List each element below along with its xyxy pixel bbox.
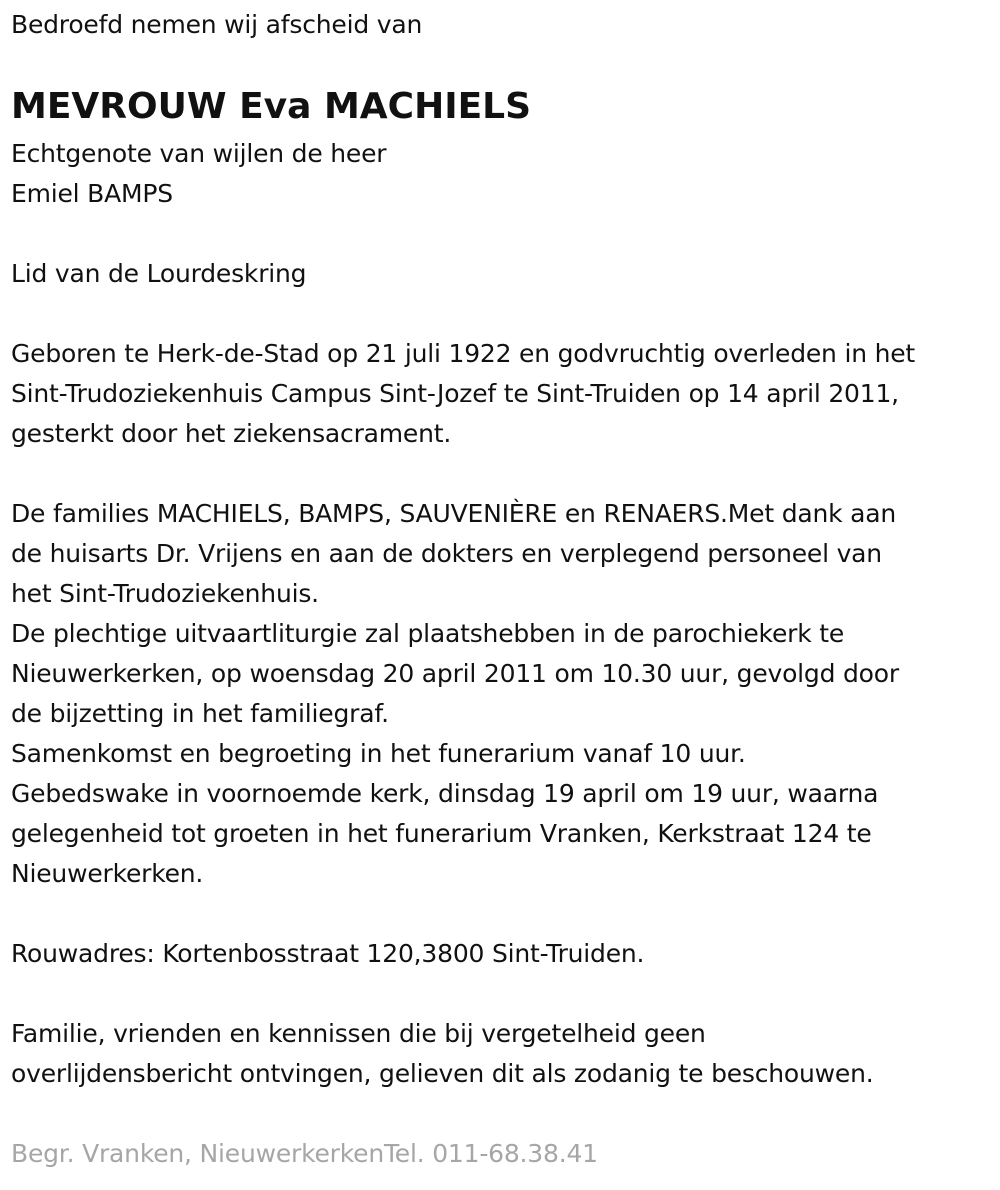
paragraph-line: gelegenheid tot groeten in het funerarium Vranken, Kerkstraat 124 te [11,819,872,848]
paragraph-line: Familie, vrienden en kennissen die bij vergetelheid geen [11,1019,706,1048]
paragraph-line: Nieuwerkerken. [11,859,204,888]
paragraph-line: Samenkomst en begroeting in het funerarium vanaf 10 uur. [11,739,746,768]
paragraph-line: gesterkt door het ziekensacrament. [11,419,452,448]
paragraph-line: Geboren te Herk-de-Stad op 21 juli 1922 en godvruchtig overleden in het [11,339,916,368]
spacer [11,1094,1000,1134]
spacer [11,454,1000,494]
spacer [11,214,1000,254]
spouse-line-2: Emiel BAMPS [11,179,173,208]
families-ceremony-paragraph [11,494,1000,894]
paragraph-line: Sint-Trudoziekenhuis Campus Sint-Jozef te Sint-Truiden op 14 april 2011, [11,379,899,408]
paragraph-line: Gebedswake in voornoemde kerk, dinsdag 19 april om 19 uur, waarna [11,779,879,808]
membership-text: Lid van de Lourdeskring [11,259,307,288]
paragraph-line: overlijdensbericht ontvingen, gelieven dit als zodanig te beschouwen. [11,1059,874,1088]
paragraph-line: de huisarts Dr. Vrijens en aan de dokters en verplegend personeel van [11,539,882,568]
intro-text: Bedroefd nemen wij afscheid van [11,10,423,39]
mourning-address: Rouwadres: Kortenbosstraat 120,3800 Sint-Truiden. [11,939,645,968]
spacer [11,974,1000,1014]
paragraph-line: De families MACHIELS, BAMPS, SAUVENIÈRE en RENAERS.Met dank aan [11,499,897,528]
spacer [11,294,1000,334]
spouse-line-1: Echtgenote van wijlen de heer [11,139,387,168]
paragraph-line: het Sint-Trudoziekenhuis. [11,579,319,608]
birth-death-paragraph [11,334,1000,454]
paragraph-line: De plechtige uitvaartliturgie zal plaatshebben in de parochiekerk te [11,619,845,648]
funeral-director-footer: Begr. Vranken, NieuwerkerkenTel. 011-68.38.41 [11,1139,598,1168]
paragraph-line: Nieuwerkerken, op woensdag 20 april 2011 om 10.30 uur, gevolgd door [11,659,899,688]
deceased-name-title: MEVROUW Eva MACHIELS [11,86,532,127]
spacer [11,894,1000,934]
closing-paragraph [11,1014,1000,1094]
paragraph-line: de bijzetting in het familiegraf. [11,699,389,728]
